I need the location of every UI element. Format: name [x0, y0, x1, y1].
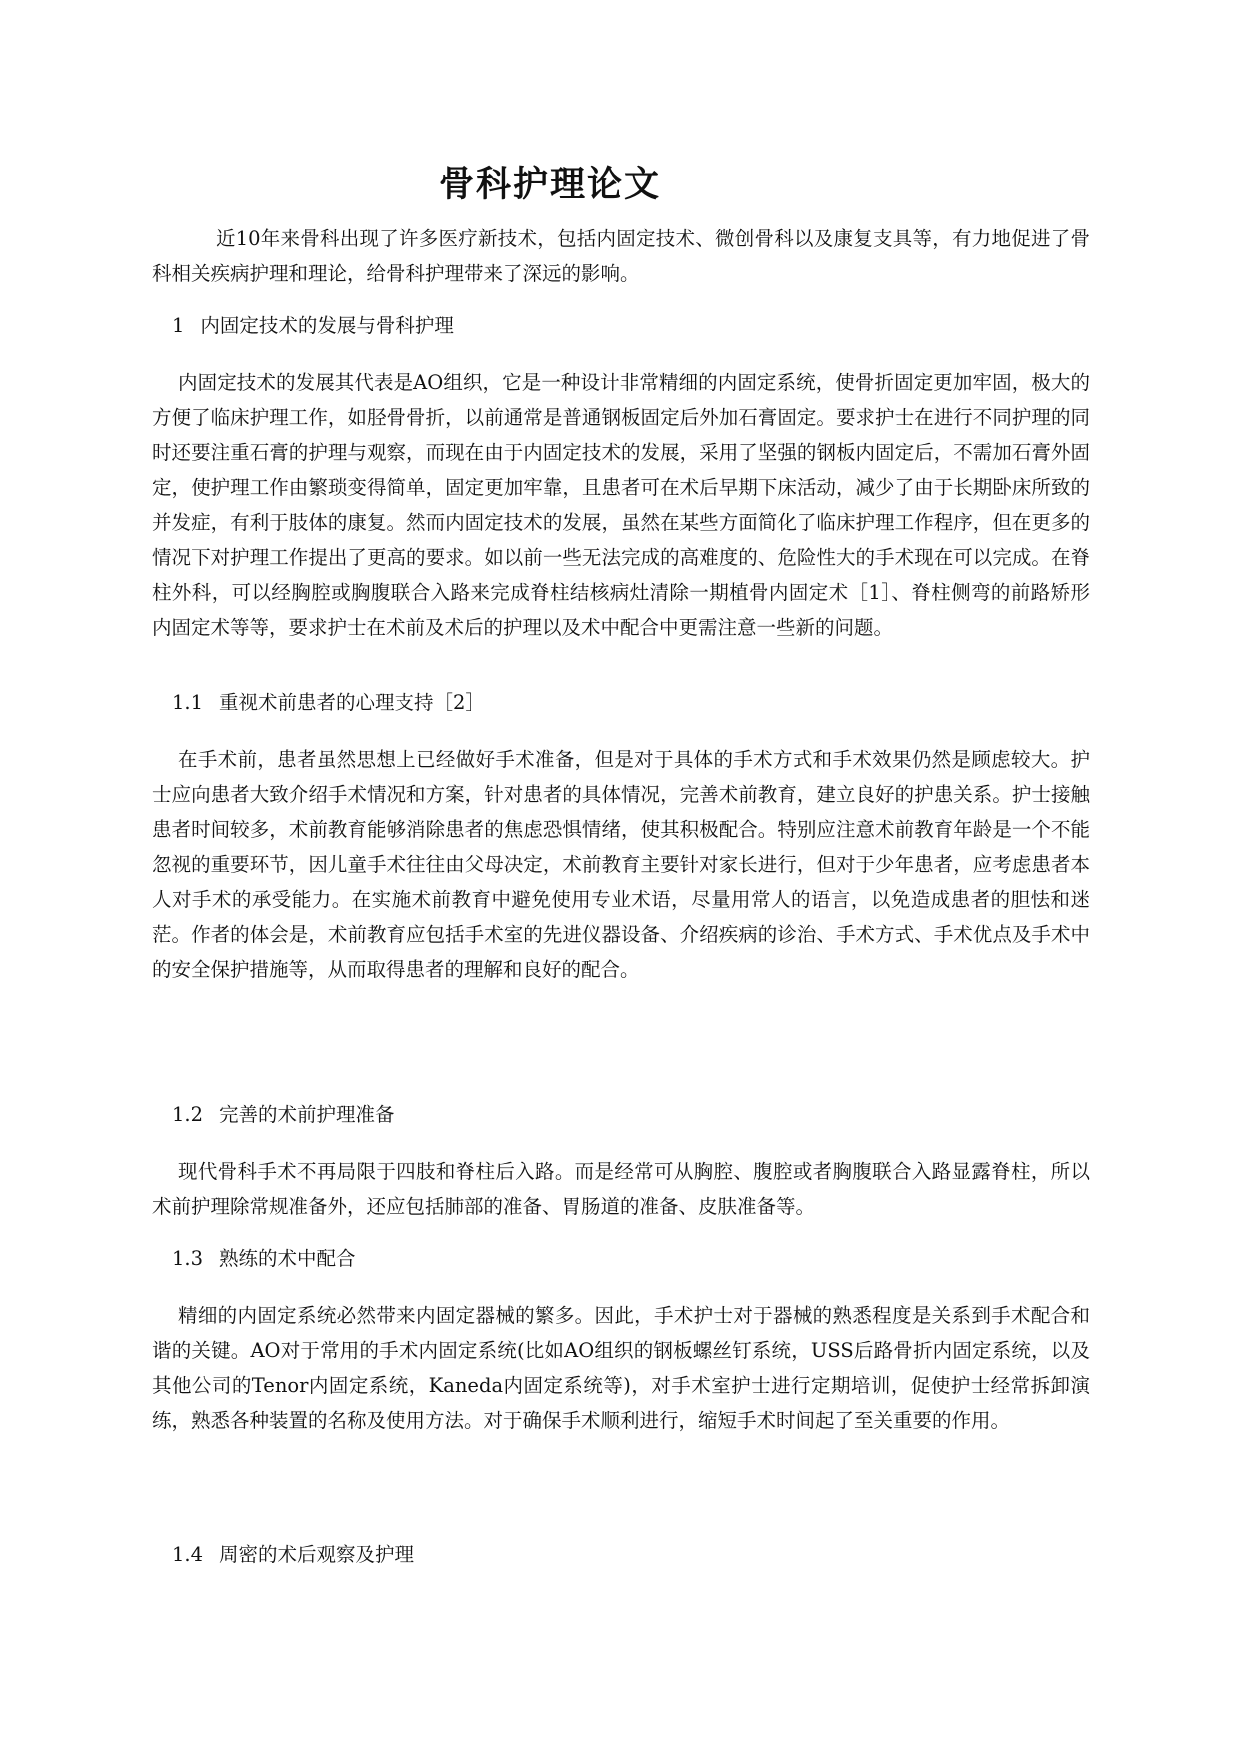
section-number: 1.3: [172, 1247, 204, 1270]
section-heading-1: [172, 308, 454, 343]
section-body-1-2: 现代骨科手术不再局限于四肢和脊柱后入路。而是经常可从胸腔、腹腔或者胸腹联合入路显露脊柱，所以术前护理除常规准备外，还应包括肺部的准备、胃肠道的准备、皮肤准备等。: [152, 1160, 1090, 1218]
section-number: 1.2: [172, 1103, 204, 1126]
section-heading-1-4: [172, 1537, 414, 1572]
section-heading-text: 熟练的术中配合: [219, 1247, 356, 1270]
section-body-1-1: 在手术前，患者虽然思想上已经做好手术准备，但是对于具体的手术方式和手术效果仍然是顾虑较大。护士应向患者大致介绍手术情况和方案，针对患者的具体情况，完善术前教育，建立良好的护患关系。护士接触患者时间较多，术前教育能够消除患者的焦虑恐惧情绪，使其积极配合。特别应注意术前教育年龄是一个不能忽视的重要环节，因儿童手术往往由父母决定，术前教育主要针对家长进行，但对于少年患者，应考虑患者本人对手术的承受能力。在实施术前教育中避免使用专业术语，尽量用常人的语言，以免造成患者的胆怯和迷茫。作者的体会是，术前教育应包括手术室的先进仪器设备、介绍疾病的诊治、手术方式、手术优点及手术中的安全保护措施等，从而取得患者的理解和良好的配合。: [152, 748, 1090, 981]
document-title: 骨科护理论文: [438, 164, 661, 205]
section-heading-text: 完善的术前护理准备: [219, 1103, 395, 1126]
section-heading-text: 周密的术后观察及护理: [219, 1543, 415, 1566]
section-number: 1: [172, 314, 185, 337]
section-heading-1-2: [172, 1097, 395, 1132]
section-number: 1.4: [172, 1543, 204, 1566]
section-number: 1.1: [172, 691, 204, 714]
section-body-1-3: 精细的内固定系统必然带来内固定器械的繁多。因此，手术护士对于器械的熟悉程度是关系到手术配合和谐的关键。AO对于常用的手术内固定系统(比如AO组织的钢板螺丝钉系统，USS后路骨折内固定系统，以及其他公司的Tenor内固定系统，Kaneda内固定系统等)，对手术室护士进行定期培训，促使护士经常拆卸演练，熟悉各种装置的名称及使用方法。对于确保手术顺利进行，缩短手术时间起了至关重要的作用。: [152, 1304, 1090, 1432]
section-heading-text: 重视术前患者的心理支持［2］: [219, 691, 485, 714]
section-body-1: 内固定技术的发展其代表是AO组织，它是一种设计非常精细的内固定系统，使骨折固定更加牢固，极大的方便了临床护理工作，如胫骨骨折，以前通常是普通钢板固定后外加石膏固定。要求护士在进行不同护理的同时还要注重石膏的护理与观察，而现在由于内固定技术的发展，采用了坚强的钢板内固定后，不需加石膏外固定，使护理工作由繁琐变得简单，固定更加牢靠，且患者可在术后早期下床活动，减少了由于长期卧床所致的并发症，有利于肢体的康复。然而内固定技术的发展，虽然在某些方面简化了临床护理工作程序，但在更多的情况下对护理工作提出了更高的要求。如以前一些无法完成的高难度的、危险性大的手术现在可以完成。在脊柱外科，可以经胸腔或胸腹联合入路来完成脊柱结核病灶清除一期植骨内固定术［1］、脊柱侧弯的前路矫形内固定术等等，要求护士在术前及术后的护理以及术中配合中更需注意一些新的问题。: [152, 371, 1090, 639]
section-heading-text: 内固定技术的发展与骨科护理: [200, 314, 454, 337]
section-heading-1-1: [172, 685, 485, 720]
intro-paragraph: 近10年来骨科出现了许多医疗新技术，包括内固定技术、微创骨科以及康复支具等，有力地促进了骨科相关疾病护理和理论，给骨科护理带来了深远的影响。: [152, 227, 1090, 285]
section-heading-1-3: [172, 1241, 356, 1276]
